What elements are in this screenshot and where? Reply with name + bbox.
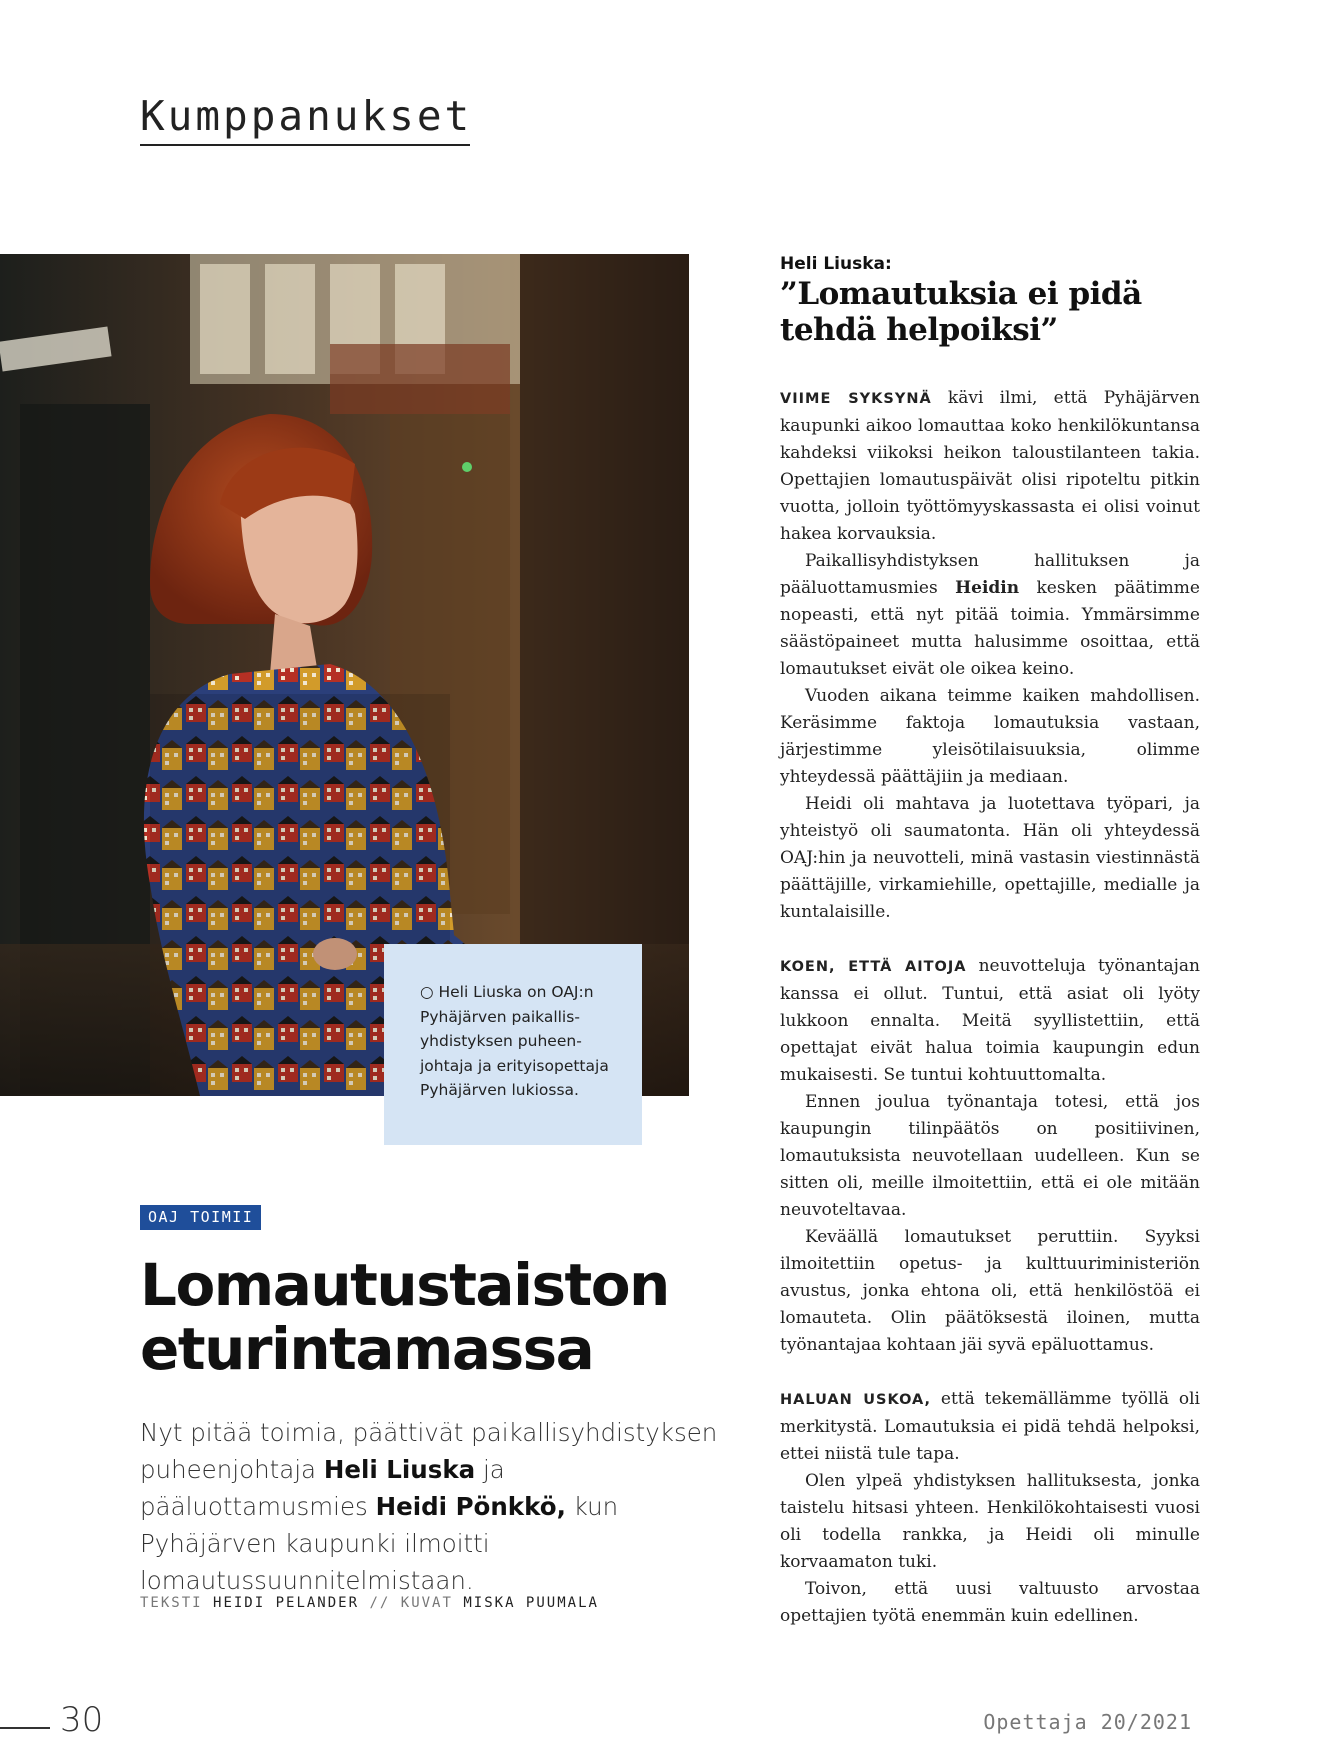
body-paragraph <box>780 548 1200 683</box>
body-paragraph: Olen ylpeä yhdistyksen hallituksesta, jonka taistelu hitsasi yhteen. Henkilökohtaisesti vuosi oli todella rankka, ja Heidi oli minulle korvaamaton tuki. <box>780 1471 1200 1572</box>
lead-name-2: Heidi Pönkkö, <box>375 1492 566 1521</box>
body-paragraph: Ennen joulua työnantaja totesi, että jos kaupungin tilinpäätös on positiivinen, lomautuksista neuvotellaan uudelleen. Kun se sitten oli, meille ilmoitettiin, että ei ole mitään neuvoteltavaa. <box>780 1092 1200 1220</box>
page-number: 30 <box>60 1700 104 1740</box>
body-text: Paikallisyhdistyksen hallituksen ja pääluottamusmies <box>780 551 1200 598</box>
body-paragraph <box>780 385 1200 548</box>
body-paragraph <box>780 1386 1200 1468</box>
body-paragraph: Keväällä lomautukset peruttiin. Syyksi ilmoitettiin opetus- ja kulttuuriministeriön avustus, jonka ehtona oli, että henkilöstöä ei lomauteta. Olin päätöksestä iloinen, mutta työnantajaa kohtaan jäi syvä epäluottamus. <box>780 1227 1200 1355</box>
credits-photo-name: MISKA PUUMALA <box>463 1595 599 1611</box>
credits-separator: // <box>369 1595 391 1611</box>
article-headline <box>140 1253 700 1381</box>
article-lead <box>140 1414 720 1599</box>
credits-text-label: TEKSTI <box>140 1595 203 1611</box>
credits-text-name: HEIDI PELANDER <box>213 1595 360 1611</box>
body-paragraph: Heidi oli mahtava ja luotettava työpari, ja yhteistyö oli saumatonta. Hän oli yhteydessä OAJ:hin ja neuvotteli, minä vastasin viestinnästä päättäjille, virkamiehille, opettajille, medialle ja kuntalaisille. <box>780 794 1200 922</box>
body-text: neuvotteluja työnantajan kanssa ei ollut. Tuntui, että asiat oli lyöty lukkoon ennalta. Meitä syyllistettiin, että opettajat eivät halua toimia kaupungin edun mukaisesti. Se tuntui kohtuuttomalta. <box>780 956 1200 1085</box>
pull-quote <box>780 254 1200 348</box>
section-title: Kumppanukset <box>140 92 470 146</box>
body-paragraph: Toivon, että uusi valtuusto arvostaa opettajien työtä enemmän kuin edellinen. <box>780 1579 1200 1626</box>
quote-speaker: Heli Liuska: <box>780 254 892 274</box>
article-credits <box>140 1595 599 1611</box>
caption-text: ○ Heli Liuska on OAJ:n Pyhäjärven paikallis- yhdistyksen puheen- johtaja ja erityisopettaja Pyhäjärven lukiossa. <box>420 983 609 1099</box>
body-text: että tekemällämme työllä oli merkitystä. Lomautuksia ei pidä tehdä helpoksi, ettei niistä tule tapa. <box>780 1389 1200 1464</box>
category-tag: OAJ TOIMII <box>140 1205 261 1230</box>
headline-line-2: eturintamassa <box>140 1315 594 1383</box>
body-text: kesken päätimme nopeasti, että nyt pitää toimia. Ymmärsimme säästöpaineet mutta halusimme osoittaa, että lomautukset eivät ole oikea keino. <box>780 578 1200 679</box>
body-paragraph: Vuoden aikana teimme kaiken mahdollisen. Keräsimme faktoja lomautuksia vastaan, järjestimme yleisötilaisuuksia, olimme yhteydessä päättäjiin ja mediaan. <box>780 686 1200 787</box>
lead-part-1: Nyt pitää toimia, päättivät paikallisyhdistyksen puheenjohtaja <box>140 1418 718 1484</box>
issue-label: Opettaja 20/2021 <box>983 1710 1192 1734</box>
credits-photo-label: KUVAT <box>400 1595 453 1611</box>
body-paragraph <box>780 953 1200 1089</box>
article-body <box>780 385 1200 1630</box>
quote-text: ”Lomautuksia ei pidä tehdä helpoiksi” <box>780 276 1142 348</box>
photo-caption <box>384 944 642 1145</box>
lead-name-1: Heli Liuska <box>323 1455 476 1484</box>
headline-line-1: Lomautustaiston <box>140 1251 669 1319</box>
body-lead-in: HALUAN USKOA, <box>780 1392 932 1408</box>
lead-part-2: ja pääluottamusmies <box>140 1455 505 1521</box>
body-bold: Heidin <box>955 578 1020 598</box>
lead-part-3: kun Pyhäjärven kaupunki ilmoitti lomautussuunnitelmistaan. <box>140 1492 619 1595</box>
body-lead-in: KOEN, ETTÄ AITOJA <box>780 959 967 975</box>
body-text: kävi ilmi, että Pyhäjärven kaupunki aikoo lomauttaa koko henkilökuntansa kahdeksi viikoksi heikon taloustilanteen takia. Opettajien lomautuspäivät olisi ripoteltu pitkin vuotta, jolloin työttömyyskassasta ei olisi voinut hakea korvauksia. <box>780 388 1200 544</box>
page-number-rule <box>0 1727 50 1729</box>
body-lead-in: VIIME SYKSYNÄ <box>780 391 932 407</box>
